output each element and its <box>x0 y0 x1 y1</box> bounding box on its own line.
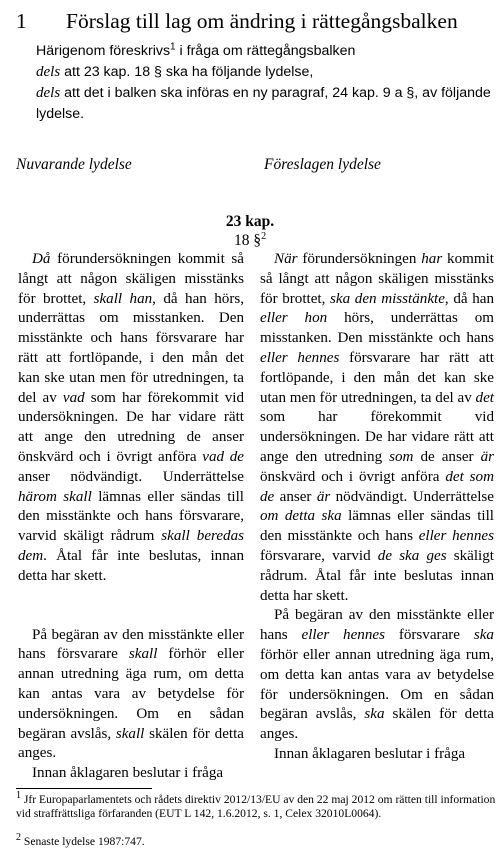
section-title: Förslag till lag om ändring i rättegångsbalken <box>66 9 458 33</box>
footnote-1 <box>16 790 496 821</box>
chapter-number: 23 kap. <box>225 213 275 230</box>
text-run: önskvärd och i övrigt anföra <box>260 468 446 485</box>
text-run: På begäran av den misstänkte eller hans <box>260 607 494 644</box>
column-proposed-text <box>260 250 494 765</box>
footnote-ref-2: 2 <box>261 230 267 242</box>
footnote-text: Jfr Europaparlamentets och rådets direktiv 2012/13/EU av den 22 maj 2012 om rätten till information vid straffrättsliga förfaranden (EUT L 142, 1.6.2012, s. 1, Celex 32010L0064). <box>16 793 496 820</box>
column-current-text <box>18 250 244 784</box>
paragraph-number <box>0 231 500 250</box>
italic-run: skall han <box>93 290 153 307</box>
text-run: förhör eller annan utredning äga rum, om detta kan antas vara av betydelse för undersökningen. Om en sådan begäran avslås, <box>18 646 244 742</box>
text-run: skälen för detta anges. <box>260 706 494 743</box>
dels-word: dels <box>36 64 61 80</box>
text-run: skäligt rådrum. Åtal får inte beslutas innan detta har skett. <box>260 547 494 604</box>
column-heading-proposed: Föreslagen lydelse <box>264 156 381 173</box>
intro-text: i fråga om rättegångsbalken <box>175 43 356 59</box>
italic-run: Då <box>32 251 51 267</box>
italic-run: det som de <box>260 468 494 505</box>
text-run: Innan åklagaren beslutar i fråga <box>274 745 466 762</box>
chapter-heading <box>0 212 500 250</box>
paragraph <box>260 606 494 745</box>
italic-run: de ska ges <box>377 547 447 564</box>
section-number: 1 <box>16 9 27 33</box>
footnote-mark: 1 <box>16 790 21 802</box>
dels-text: att 23 kap. 18 § ska ha följande lydelse, <box>60 64 314 80</box>
intro-dels-2 <box>16 83 492 125</box>
italic-run: är <box>316 488 331 505</box>
italic-run: När <box>274 251 298 267</box>
text-run: . Åtal får inte beslutas, innan detta har skett. <box>18 547 244 584</box>
text-run: förundersökningen kommit så långt att någon skäligen misstänks för brottet, <box>18 251 244 307</box>
footnote-divider <box>16 788 152 789</box>
italic-run: vad de <box>202 448 244 465</box>
spacer <box>18 587 244 626</box>
text-run: På begäran av den misstänkte eller hans försvarare <box>18 626 244 663</box>
footnote-text: Senaste lydelse 1987:747. <box>21 835 145 848</box>
paragraph <box>18 250 244 587</box>
text-run: nödvändigt. Underrättelse <box>330 488 494 505</box>
text-run: försvarare <box>384 627 474 644</box>
intro-text: Härigenom föreskrivs <box>36 43 171 59</box>
footnote-ref-1: 1 <box>170 41 176 53</box>
section-heading <box>16 8 492 34</box>
intro-line-1 <box>16 41 492 62</box>
text-run: Innan åklagaren beslutar i fråga <box>32 765 224 782</box>
italic-run: eller hennes <box>418 528 494 545</box>
paragraph <box>18 764 244 784</box>
paragraph <box>18 626 244 765</box>
italic-run: ska <box>473 627 494 644</box>
italic-run: skall beredas dem <box>18 528 244 564</box>
column-heading-current: Nuvarande lydelse <box>16 156 132 173</box>
text-run: förundersökningen <box>297 251 422 267</box>
italic-run: eller hennes <box>301 627 385 644</box>
italic-run: härom skall <box>18 488 92 505</box>
text-run: kommit så långt att någon skäligen misstänks för brottet, <box>260 251 494 307</box>
italic-run: skall <box>115 725 145 742</box>
italic-run: vad <box>62 389 85 406</box>
text-run: förhör eller annan utredning äga rum, om detta kan antas vara av betydelse för undersökningen. Om en sådan begäran avslås, <box>260 646 494 723</box>
text-run: som har förekommit vid undersökningen. De har vidare rätt att ange den utredning de anser önskvärd och i övrigt anföra <box>18 389 245 465</box>
italic-run: eller hennes <box>260 349 340 366</box>
text-run: försvarare, varvid <box>260 547 378 564</box>
intro-block <box>16 41 492 125</box>
text-run: som har förekommit vid undersökningen. De har vidare rätt att ange den utredning <box>260 409 494 465</box>
italic-run: har <box>421 251 443 267</box>
italic-run: eller hon <box>260 310 328 327</box>
text-run: de anser <box>413 448 481 465</box>
italic-run: det <box>475 389 494 406</box>
text-run: , då han <box>444 290 494 307</box>
dels-word: dels <box>36 85 61 101</box>
text-run: , då han hörs, underrättas om misstanken. Den misstänkte och hans försvarare har rätt att fortlöpande, i den mån det kan ske utan men för utredningen, ta del av <box>18 290 244 406</box>
paragraph <box>260 250 494 606</box>
footnote-mark: 2 <box>16 832 21 844</box>
text-run: anser nödvändigt. Underrättelse <box>18 468 244 485</box>
italic-run: ska den misstänkte <box>330 290 445 307</box>
intro-dels-1 <box>16 62 492 83</box>
paragraph-label: 18 § <box>233 232 262 249</box>
italic-run: är <box>480 448 494 465</box>
text-run: anser <box>274 488 317 505</box>
text-run: lämnas eller sändas till den misstänkte och hans <box>260 508 494 545</box>
footnote-2 <box>16 832 496 849</box>
text-run: försvarare har rätt att fortlöpande, i den mån det kan ske utan men för utredningen, ta del av <box>260 349 494 406</box>
text-run: skälen för detta anges. <box>18 725 244 762</box>
text-run: lämnas eller sändas till den misstänkte och hans försvarare, varvid skäligt rådrum <box>18 488 244 545</box>
italic-run: ska <box>364 706 385 723</box>
dels-text: att det i balken ska införas en ny paragraf, 24 kap. 9 a §, av följande lydelse. <box>36 85 491 122</box>
italic-run: om detta ska <box>260 508 342 525</box>
italic-run: skall <box>128 646 158 663</box>
text-run: hörs, underrättas om misstanken. Den misstänkte och hans <box>260 310 494 347</box>
paragraph <box>260 745 494 765</box>
italic-run: som <box>389 448 414 465</box>
